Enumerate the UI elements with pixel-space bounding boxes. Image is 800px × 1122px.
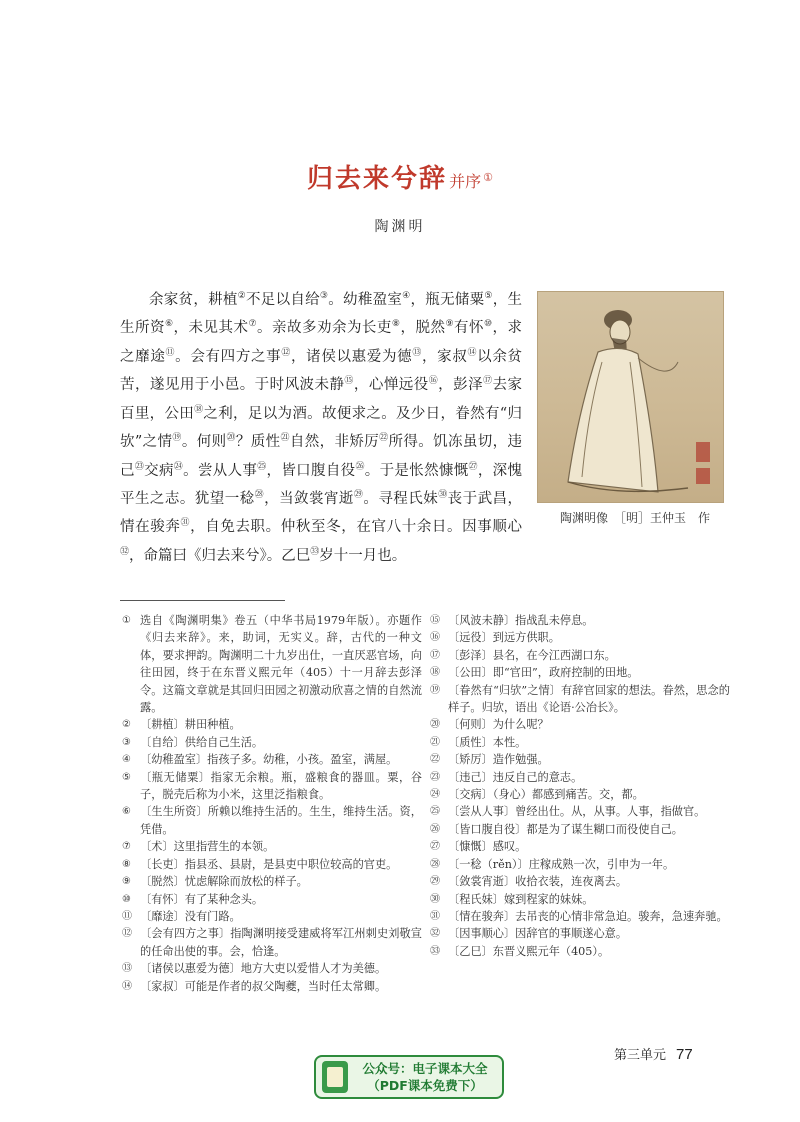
body-text-segment: 所得。饥冻虽切，违己 (120, 433, 523, 479)
footnote-number: ② (122, 719, 131, 731)
footnote-text: 〔瓶无储粟〕指家无余粮。瓶，盛粮食的器皿。粟，谷子，脱壳后称为小米，这里泛指粮食。 (140, 770, 422, 802)
page-footer (614, 1044, 693, 1063)
body-text-segment: 以余贫苦，遂见用于小邑。于时风波未静 (120, 348, 523, 394)
footnote-text: 〔程氏妹〕嫁到程家的妹妹。 (448, 892, 594, 906)
footnote-ref: ㉗ (468, 461, 478, 472)
footnote-divider (120, 600, 285, 601)
footnote-ref: ⑱ (194, 404, 204, 415)
footnote-text: 〔一稔（rěn）〕庄稼成熟一次，引申为一年。 (448, 857, 675, 871)
footnote-item (430, 908, 730, 925)
banner-line-2: （PDF课本免费下） (367, 1078, 483, 1093)
footnote-item (122, 908, 422, 925)
watermark-banner (314, 1055, 504, 1099)
preface-text (120, 284, 522, 568)
footnote-text: 〔慷慨〕感叹。 (448, 840, 527, 854)
footnote-text: 〔耕植〕耕田种植。 (140, 718, 241, 732)
footnote-ref: ⑬ (412, 347, 422, 358)
footnotes-right (430, 612, 730, 960)
footnote-item (430, 856, 730, 873)
footnote-ref: ⑯ (428, 376, 439, 387)
footnote-text: 〔因事顺心〕因辞官的事顺遂心意。 (448, 927, 628, 941)
footnote-ref: ㉓ (134, 461, 145, 472)
title-subtitle: 并序 (449, 172, 482, 191)
body-text-segment: 。于是怅然慷慨 (364, 462, 469, 479)
footnote-ref: ⑨ (445, 319, 454, 330)
footnote-item (122, 978, 422, 995)
body-text-segment: 交病 (144, 462, 174, 479)
footnote-ref: ㉕ (257, 461, 267, 472)
footnote-text: 〔情在骏奔〕去吊丧的心情非常急迫。骏奔，急速奔驰。 (448, 909, 728, 923)
footnote-number: ⑬ (122, 963, 132, 975)
footnote-number: ㉘ (430, 858, 440, 870)
footnote-text: 〔何则〕为什么呢？ (448, 718, 549, 732)
body-text-segment: ？质性 (235, 433, 281, 450)
footnote-number: ⑫ (122, 928, 132, 940)
body-text-segment: ，脱然 (400, 320, 446, 337)
footnote-ref: ㉖ (355, 461, 365, 472)
body-text-segment: 有怀 (454, 320, 484, 337)
footnote-item (122, 612, 422, 716)
title-footnote-mark: ① (483, 170, 493, 184)
footnote-item (122, 856, 422, 873)
footnote-ref: ⑦ (248, 319, 258, 330)
footnote-item (430, 682, 730, 717)
footnote-text: 〔皆口腹自役〕都是为了谋生糊口而役使自己。 (448, 822, 683, 836)
footnote-item (122, 769, 422, 804)
footnote-text: 〔远役〕到远方供职。 (448, 631, 560, 645)
footnote-ref: ㉘ (254, 489, 265, 500)
footnote-item (430, 821, 730, 838)
footnote-number: ㉑ (430, 736, 440, 748)
footnote-text: 〔脱然〕忧虑解除而放松的样子。 (140, 875, 308, 889)
footnote-ref: ㉔ (173, 461, 184, 472)
page-number: 77 (676, 1046, 693, 1063)
footnote-item (430, 769, 730, 786)
footnote-text: 〔有怀〕有了某种念头。 (140, 892, 264, 906)
body-text-segment: 。亲故多劝余为长吏 (257, 320, 392, 337)
footnote-item (430, 925, 730, 942)
footnote-item (122, 751, 422, 768)
footnote-item (122, 873, 422, 890)
footnote-number: ① (122, 615, 131, 626)
body-text-segment: ，当敛裳宵逝 (264, 490, 354, 507)
footnote-text: 〔生生所资〕所赖以维持生活的。生生，维持生活。资，凭借。 (140, 805, 422, 836)
footnote-ref: ⑫ (281, 347, 291, 358)
footnote-item (430, 803, 730, 820)
author: 陶渊明 (374, 219, 426, 235)
book-icon (322, 1061, 348, 1093)
footnote-item (430, 734, 730, 751)
footnote-item (122, 716, 422, 733)
body-text-segment: 自然，非矫厉 (289, 433, 380, 450)
footnote-text: 〔会有四方之事〕指陶渊明接受建威将军江州刺史刘敬宣的任命出使的事。会，恰逢。 (140, 927, 422, 958)
footnote-number: ㉝ (430, 945, 440, 957)
footnote-item (122, 734, 422, 751)
footnote-text: 〔敛裳宵逝〕收拾衣装，连夜离去。 (448, 875, 628, 889)
footnote-text: 〔风波未静〕指战乱未停息。 (448, 614, 594, 627)
footnote-item (122, 803, 422, 838)
body-text-segment: 岁十一月也。 (319, 547, 407, 564)
footnote-item (122, 838, 422, 855)
footnote-item (430, 664, 730, 681)
body-text-segment: ，家叔 (422, 348, 468, 365)
footnote-ref: ⑰ (483, 376, 493, 387)
footnote-text: 选自《陶渊明集》卷五（中华书局1979年版）。亦题作《归去来辞》。来，助词，无实义。辞，古代的一种文体，要求押韵。陶渊明二十九岁出仕，一直厌恶官场，向往田园，终于在东晋义熙元年（405）十一月辞去彭泽令。这篇文章就是其回归田园之初激动欣喜之情的自然流露。 (140, 614, 422, 715)
footnote-number: ㉒ (430, 754, 440, 766)
footnote-item (122, 960, 422, 977)
footnote-text: 〔违己〕违反自己的意志。 (448, 770, 583, 784)
footnote-number: ㉔ (430, 789, 440, 801)
footnote-number: ⑮ (430, 615, 440, 626)
body-text-segment: ，命篇曰《归去来兮》。乙巳 (129, 547, 311, 564)
banner-line-1: 公众号：电子课本大全 (362, 1061, 488, 1076)
footnote-number: ⑯ (430, 632, 440, 644)
footnote-ref: ⑧ (391, 319, 401, 330)
body-text-segment: ，求之靡途 (120, 320, 523, 365)
footnote-ref: ㉝ (310, 546, 320, 557)
footnote-item (430, 751, 730, 768)
footnote-number: ㉜ (430, 928, 440, 940)
footnote-ref: ㉙ (353, 489, 364, 500)
footnote-number: ㉕ (430, 806, 440, 818)
footnote-number: ⑤ (122, 771, 131, 783)
footnote-text: 〔彭泽〕县名，在今江西湖口东。 (448, 648, 616, 662)
footnote-number: ㉛ (430, 910, 440, 922)
footnote-item (430, 873, 730, 890)
footnote-item (430, 647, 730, 664)
footnote-ref: ⑩ (483, 319, 493, 330)
body-text-segment: ，瓶无储粟 (410, 291, 485, 308)
image-caption: 陶渊明像 ［明］王仲玉 作 (560, 511, 711, 525)
footnote-ref: ㉒ (379, 433, 389, 444)
body-text-segment: 。尝从人事 (183, 462, 258, 479)
footnote-number: ③ (122, 736, 131, 748)
footnote-ref: ② (237, 291, 247, 301)
footnote-ref: ③ (319, 291, 329, 301)
footnote-number: ⑳ (430, 719, 440, 731)
footnote-number: ㉚ (430, 893, 440, 905)
body-text-segment: 丧于武昌，情在骏奔 (120, 490, 523, 536)
portrait-image (537, 291, 724, 503)
body-text-segment: 余家贫，耕植 (149, 291, 238, 308)
body-text-segment: ，深愧平生之志。犹望一稔 (120, 462, 522, 507)
footnote-number: ⑩ (122, 893, 131, 905)
footnote-text: 〔幼稚盈室〕指孩子多。幼稚，小孩。盈室，满屋。 (140, 753, 398, 767)
footnote-ref: ⑲ (172, 433, 182, 444)
footnote-item (430, 943, 730, 960)
footnote-number: ⑥ (122, 806, 131, 818)
footnote-item (430, 716, 730, 733)
footnote-ref: ⑤ (484, 291, 493, 301)
footnote-number: ⑰ (430, 649, 440, 661)
seal-stamp (696, 468, 710, 484)
body-text-segment: ，生生所资 (120, 291, 523, 337)
body-text-segment: 。会有四方之事 (175, 348, 282, 365)
footnote-text: 〔交病〕（身心）都感到痛苦。交，都。 (448, 788, 644, 802)
body-text-segment: ，皆口腹自役 (266, 462, 356, 479)
footnote-text: 〔家叔〕可能是作者的叔父陶夔，当时任太常卿。 (140, 979, 387, 993)
footnote-number: ㉓ (430, 771, 440, 783)
footnote-text: 〔长吏〕指县丞、县尉，是县吏中职位较高的官吏。 (140, 857, 398, 871)
footnote-ref: ④ (402, 291, 411, 301)
footnote-text: 〔矫厉〕造作勉强。 (448, 753, 549, 767)
footnote-text: 〔诸侯以惠爱为德〕地方大吏以爱惜人才为美德。 (140, 962, 387, 976)
footnote-text: 〔乙巳〕东晋义熙元年（405）。 (448, 944, 610, 958)
body-text-segment: ，彭泽 (438, 377, 484, 394)
footnote-number: ⑲ (430, 684, 440, 696)
footnote-text: 〔眷然有“归欤”之情〕有辞官回家的想法。眷然，思念的样子。归欤，语出《论语·公冶长》。 (448, 683, 730, 715)
footnote-number: ㉙ (430, 876, 440, 888)
body-text-segment: 。寻程氏妹 (363, 490, 439, 507)
footnote-ref: ⑪ (165, 347, 176, 358)
footnote-ref: ⑮ (344, 376, 354, 387)
footnote-item (430, 891, 730, 908)
footnote-ref: ⑳ (226, 433, 236, 444)
body-text-segment: ，诸侯以惠爱为德 (291, 348, 413, 365)
seal-stamp (696, 442, 710, 462)
unit-label: 第三单元 (614, 1047, 667, 1062)
footnotes-left (122, 612, 422, 995)
preface-paragraph (120, 284, 522, 568)
footnote-number: ④ (122, 754, 131, 766)
footnote-text: 〔术〕这里指营生的本领。 (140, 840, 275, 854)
footnote-item (430, 786, 730, 803)
title-block (0, 158, 800, 195)
footnote-number: ㉗ (430, 841, 440, 853)
footnote-text: 〔靡途〕没有门路。 (140, 909, 241, 923)
footnote-number: ⑭ (122, 980, 132, 992)
footnote-number: ⑱ (430, 667, 440, 679)
body-text-segment: ，未见其术 (173, 320, 249, 337)
footnote-ref: ⑥ (164, 319, 174, 330)
footnote-text: 〔公田〕即“官田”，政府控制的田地。 (448, 666, 639, 680)
body-text-segment: ，自免去职。仲秋至冬，在官八十余日。因事顺心 (190, 519, 523, 536)
footnote-number: ㉖ (430, 823, 440, 835)
footnote-item (430, 838, 730, 855)
body-text-segment: 去家百里，公田 (120, 377, 522, 422)
banner-text (348, 1060, 502, 1094)
footnote-number: ⑦ (122, 841, 131, 853)
footnote-item (122, 891, 422, 908)
footnote-item (122, 925, 422, 960)
body-text-segment: ，心惮远役 (353, 377, 429, 394)
footnote-number: ⑧ (122, 858, 131, 870)
body-text-segment: 之利，足以为酒。故便求之。及少日，眷然有“归欤”之情 (120, 405, 522, 450)
body-text-segment: 。何则 (181, 433, 227, 450)
footnote-item (430, 612, 730, 629)
footnote-text: 〔自给〕供给自己生活。 (140, 735, 264, 749)
body-text-segment: 。幼稚盈室 (328, 291, 403, 308)
page-title: 归去来兮辞 (307, 164, 448, 194)
footnote-ref: ㉚ (438, 489, 448, 500)
footnote-text: 〔尝从人事〕曾经出仕。从，从事。人事，指做官。 (448, 805, 706, 819)
footnote-item (430, 629, 730, 646)
footnote-number: ⑨ (122, 876, 131, 888)
footnote-ref: ㉛ (180, 518, 191, 529)
footnote-ref: ㉑ (280, 433, 290, 444)
body-text-segment: 不足以自给 (246, 291, 320, 308)
footnote-text: 〔质性〕本性。 (448, 735, 527, 749)
footnote-ref: ㉜ (120, 546, 130, 557)
footnote-ref: ⑭ (467, 347, 478, 358)
footnote-number: ⑪ (122, 910, 132, 922)
